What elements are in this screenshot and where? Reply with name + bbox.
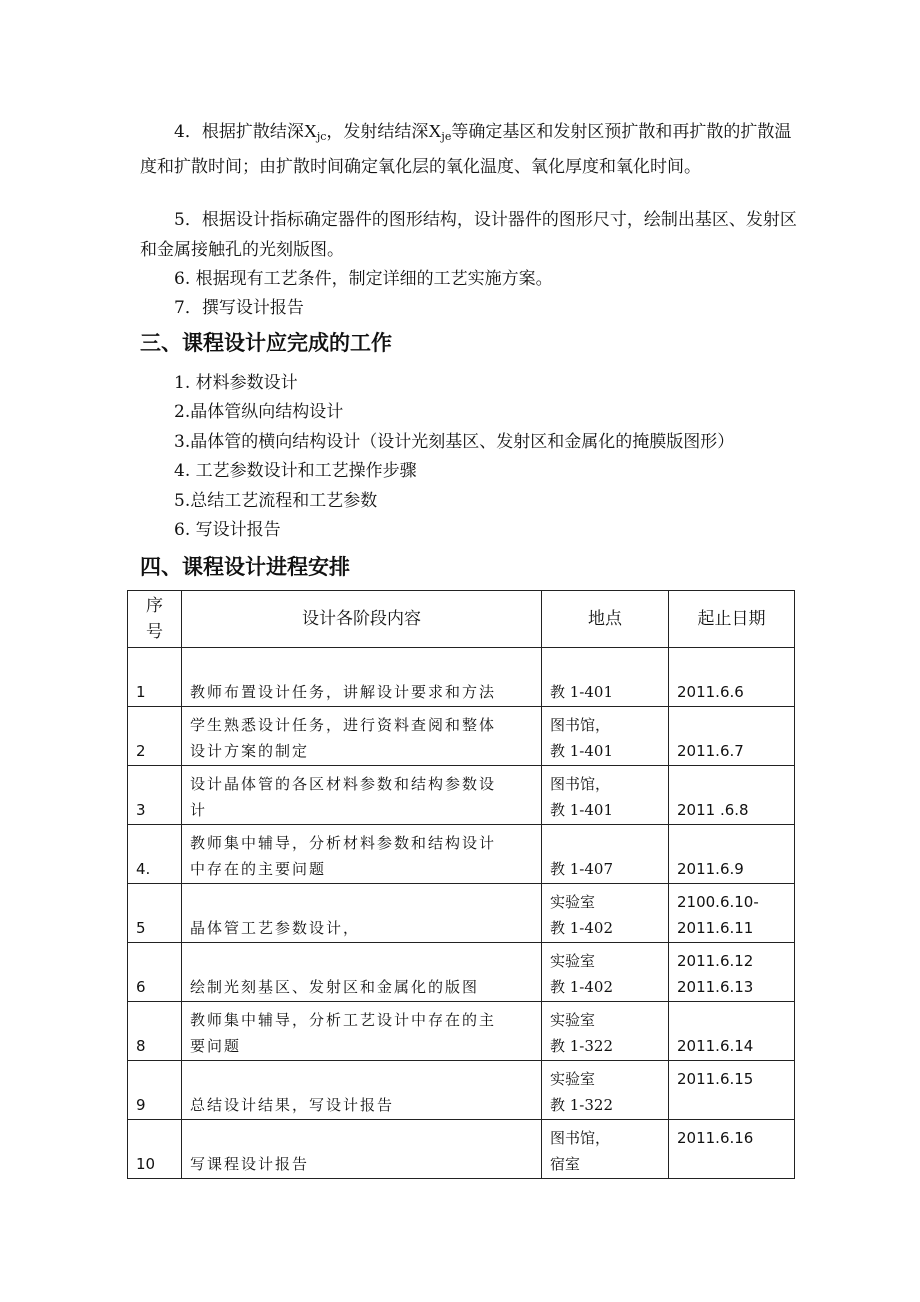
row-date-line: 2011.6.12	[677, 952, 754, 970]
row-content-line	[190, 1125, 533, 1151]
row-date-line	[677, 1151, 786, 1177]
item-6-line: 6. 根据现有工艺条件，制定详细的工艺实施方案。	[174, 269, 553, 289]
row-date	[669, 1061, 795, 1120]
row-content	[182, 766, 542, 825]
row-place-line: 实验室	[550, 1070, 596, 1088]
row-num: 2	[128, 707, 182, 766]
section-3-item-5: 5.总结工艺流程和工艺参数	[174, 491, 378, 511]
row-num: 4.	[128, 825, 182, 884]
item-7-line: 7．撰写设计报告	[174, 298, 304, 318]
row-place-line: 教 1-401	[550, 683, 614, 701]
row-date	[669, 1002, 795, 1061]
row-place	[542, 825, 669, 884]
row-content-line	[190, 948, 533, 974]
row-place-line: 实验室	[550, 952, 596, 970]
table-header-row	[128, 591, 795, 648]
row-date-line	[677, 830, 786, 856]
item-4-paragraph	[140, 116, 800, 182]
row-content-line: 教师集中辅导，分析工艺设计中存在的主	[190, 1011, 497, 1029]
item-5-paragraph: 5．根据设计指标确定器件的图形结构，设计器件的图形尺寸，绘制出基区、发射区和金属接触孔的光刻版图。	[140, 210, 797, 260]
table-row	[128, 1120, 795, 1179]
row-place-line: 教 1-322	[550, 1037, 614, 1055]
row-date-line: 2011.6.9	[677, 860, 744, 878]
row-content	[182, 1002, 542, 1061]
item-4-rest: 等确定基区和发射区预扩散和再扩散的扩散温度和扩散时间；由扩散时间确定氧化层的氧化温度、氧化厚度和氧化时间。	[140, 122, 792, 177]
row-content-line: 教师集中辅导，分析材料参数和结构设计	[190, 834, 497, 852]
row-date-line	[677, 1092, 786, 1118]
row-content-line: 中存在的主要问题	[190, 860, 327, 878]
row-date-line: 2011.6.16	[677, 1129, 754, 1147]
row-place-line: 图书馆，	[550, 1129, 611, 1147]
row-date-line: 2011.6.7	[677, 742, 744, 760]
schedule-table	[127, 590, 795, 1179]
row-date-line	[677, 712, 786, 738]
row-place	[542, 1120, 669, 1179]
row-date-line: 2011.6.15	[677, 1070, 754, 1088]
section-3-item-2: 2.晶体管纵向结构设计	[174, 402, 344, 422]
row-content	[182, 1061, 542, 1120]
row-num: 5	[128, 884, 182, 943]
row-content-line	[190, 889, 533, 915]
row-content-line: 设计晶体管的各区材料参数和结构参数设	[190, 775, 497, 793]
section-4-heading: 四、课程设计进程安排	[140, 555, 350, 579]
xje-subscript: je	[441, 130, 452, 143]
row-place	[542, 766, 669, 825]
row-place-line: 图书馆，	[550, 716, 611, 734]
table-row	[128, 648, 795, 707]
row-place-line: 教 1-401	[550, 742, 614, 760]
row-place-line: 教 1-401	[550, 801, 614, 819]
row-date-line: 2011.6.11	[677, 919, 754, 937]
row-content-line: 计	[190, 801, 208, 819]
row-num: 3	[128, 766, 182, 825]
row-date	[669, 707, 795, 766]
row-content	[182, 648, 542, 707]
row-content-line: 要问题	[190, 1037, 242, 1055]
table-row	[128, 707, 795, 766]
row-content-line: 总结设计结果，写设计报告	[190, 1096, 395, 1114]
row-content	[182, 1120, 542, 1179]
row-date-line: 2011.6.13	[677, 978, 754, 996]
row-place	[542, 943, 669, 1002]
section-3-item-4: 4. 工艺参数设计和工艺操作步骤	[174, 461, 417, 481]
row-place	[542, 707, 669, 766]
row-place	[542, 648, 669, 707]
row-place	[542, 1002, 669, 1061]
row-content	[182, 707, 542, 766]
row-content-line: 写课程设计报告	[190, 1155, 310, 1173]
item-4-prefix: 4．根据扩散结深	[174, 122, 304, 142]
row-place-line	[550, 653, 660, 679]
table-row	[128, 1002, 795, 1061]
row-place-line: 实验室	[550, 1011, 596, 1029]
row-num: 6	[128, 943, 182, 1002]
row-place-line: 图书馆，	[550, 775, 611, 793]
row-date-line: 2011.6.14	[677, 1037, 754, 1055]
row-content-line: 教师布置设计任务，讲解设计要求和方法	[190, 683, 497, 701]
row-content-line: 学生熟悉设计任务，进行资料查阅和整体	[190, 716, 497, 734]
section-3-item-3: 3.晶体管的横向结构设计（设计光刻基区、发射区和金属化的掩膜版图形）	[174, 432, 735, 452]
row-content	[182, 884, 542, 943]
header-content: 设计各阶段内容	[182, 591, 542, 648]
header-place: 地点	[542, 591, 669, 648]
row-place-line	[550, 830, 660, 856]
table-row	[128, 884, 795, 943]
header-date: 起止日期	[669, 591, 795, 648]
row-date-line: 2011.6.6	[677, 683, 744, 701]
row-date	[669, 1120, 795, 1179]
table-row	[128, 766, 795, 825]
row-content	[182, 825, 542, 884]
row-content-line: 晶体管工艺参数设计，	[190, 919, 361, 937]
row-place	[542, 884, 669, 943]
item-4-mid: ，发射结结深	[326, 122, 429, 142]
row-date-line	[677, 1007, 786, 1033]
row-date	[669, 825, 795, 884]
header-num: 序 号	[128, 591, 182, 648]
row-place-line: 教 1-407	[550, 860, 614, 878]
row-num: 1	[128, 648, 182, 707]
row-content	[182, 943, 542, 1002]
row-date-line: 2011 .6.8	[677, 801, 749, 819]
row-num: 8	[128, 1002, 182, 1061]
row-place-line: 宿室	[550, 1155, 581, 1173]
section-3-item-6: 6. 写设计报告	[174, 520, 281, 540]
row-place-line: 实验室	[550, 893, 596, 911]
row-content-line: 设计方案的制定	[190, 742, 310, 760]
xjc-subscript: jc	[316, 130, 327, 143]
row-num: 9	[128, 1061, 182, 1120]
table-row	[128, 825, 795, 884]
xjc-symbol: X	[303, 121, 317, 141]
table-row	[128, 1061, 795, 1120]
table-row	[128, 943, 795, 1002]
row-date-line	[677, 771, 786, 797]
row-place	[542, 1061, 669, 1120]
row-place-line: 教 1-322	[550, 1096, 614, 1114]
xje-symbol: X	[428, 121, 442, 141]
row-date-line: 2100.6.10-	[677, 893, 759, 911]
row-date	[669, 648, 795, 707]
row-date	[669, 943, 795, 1002]
row-content-line: 绘制光刻基区、发射区和金属化的版图	[190, 978, 480, 996]
row-date	[669, 884, 795, 943]
row-date-line	[677, 653, 786, 679]
row-date	[669, 766, 795, 825]
row-place-line: 教 1-402	[550, 978, 614, 996]
row-content-line	[190, 653, 533, 679]
table-body	[128, 648, 795, 1179]
section-3-heading: 三、课程设计应完成的工作	[140, 331, 392, 355]
row-content-line	[190, 1066, 533, 1092]
row-place-line: 教 1-402	[550, 919, 614, 937]
section-3-item-1: 1. 材料参数设计	[174, 373, 298, 393]
row-num: 10	[128, 1120, 182, 1179]
